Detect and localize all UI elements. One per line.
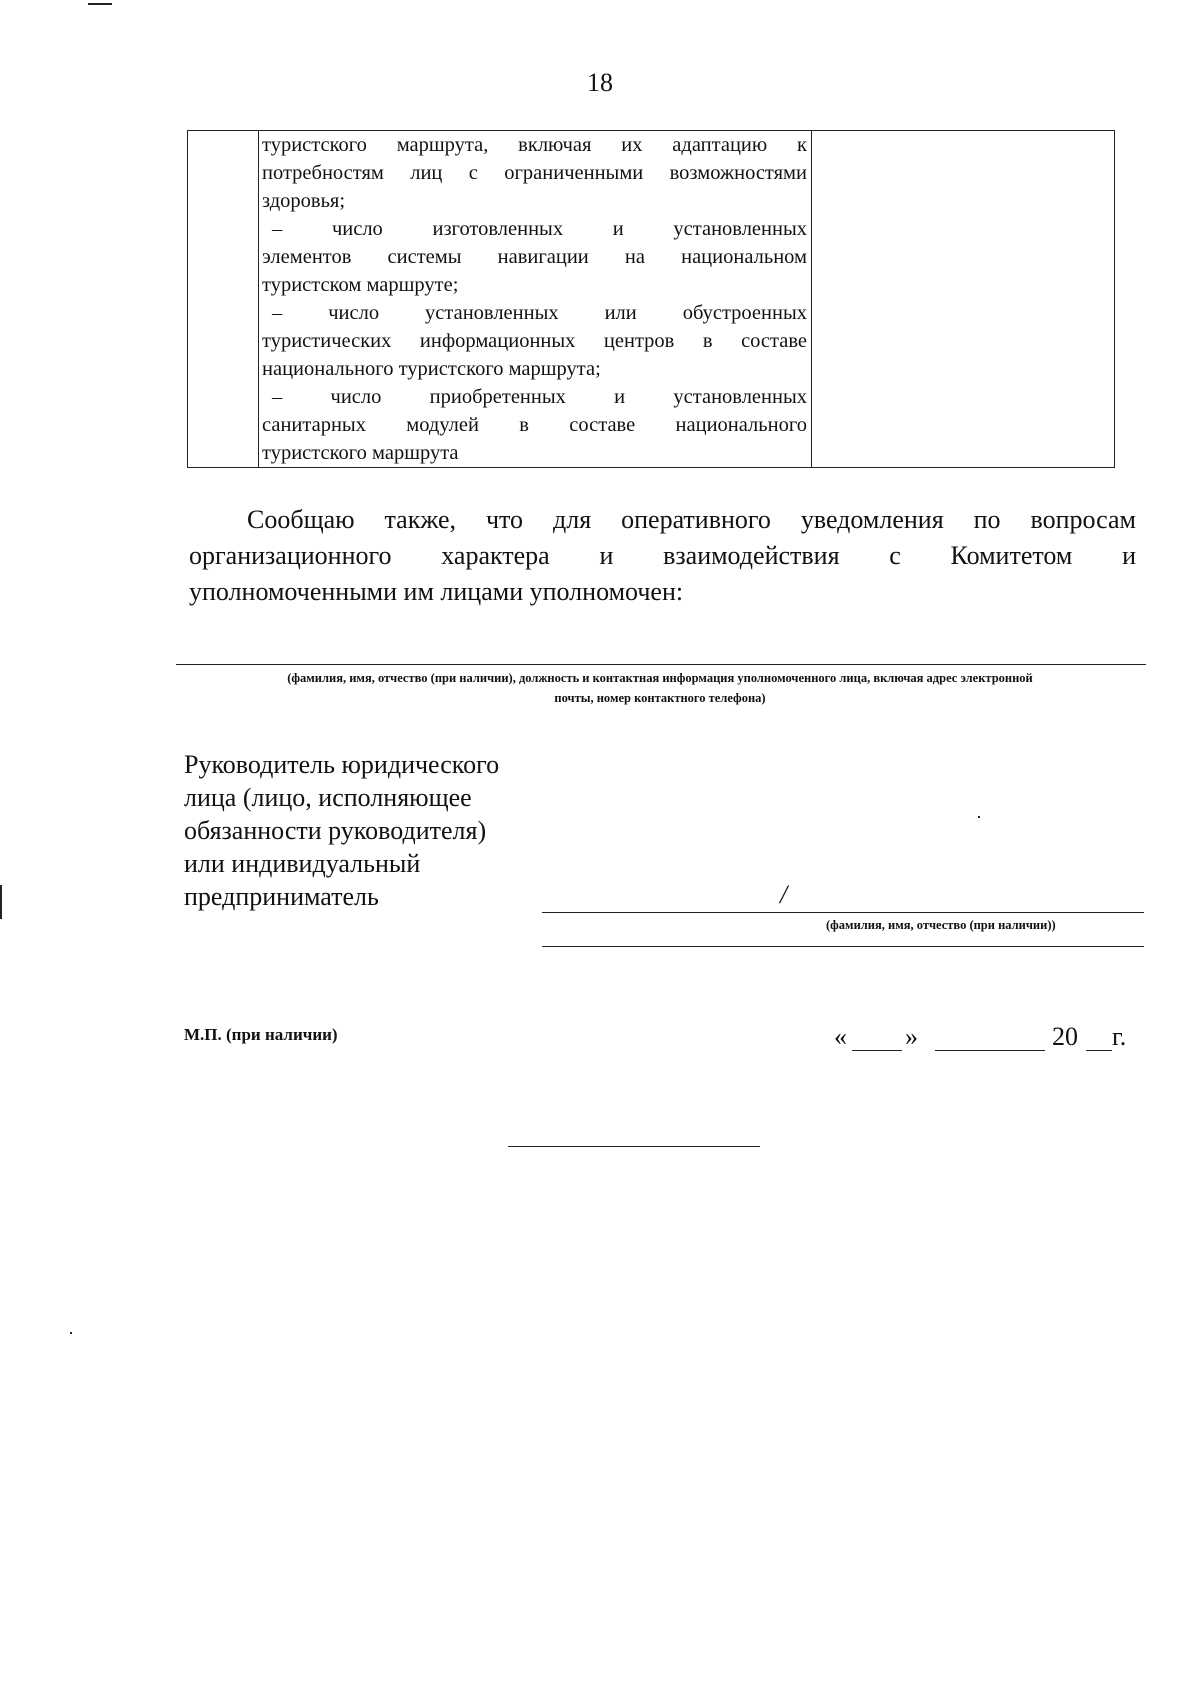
signer-line: предприниматель [184,882,379,911]
date-close-quote: » [905,1022,918,1051]
signer-line: лица (лицо, исполняющее [184,783,472,812]
signer-line: обязанности руководителя) [184,816,487,845]
scan-artifact-dot [70,1332,72,1334]
signer-line: Руководитель юридического [184,750,500,779]
date-year-prefix: 20 [1052,1022,1078,1051]
indicators-table [187,130,1115,468]
signer-line: или индивидуальный [184,849,421,878]
signature-separator: / [780,880,788,909]
scan-artifact-dot [978,816,980,818]
contact-caption-line: (фамилия, имя, отчество (при наличии), должность и контактная информация уполномоченного лица, включая адрес электронной [287,671,1033,685]
name-caption: (фамилия, имя, отчество (при наличии)) [826,918,1056,932]
name-fill-line [542,946,1144,947]
table-line: туристском маршруте; [262,274,459,296]
scan-artifact-top [88,3,112,5]
stamp-label: М.П. (при наличии) [184,1025,338,1044]
closing-rule [508,1146,760,1147]
table-column-divider [811,131,812,467]
table-line: здоровья; [262,190,346,212]
paragraph-line: Сообщаю также, что для оперативного уведомления по вопросам [247,505,1136,534]
table-line: – число приобретенных и установленных [272,386,807,408]
table-line: туристского маршрута, включая их адаптацию к [262,134,807,156]
table-line: элементов системы навигации на национальном [262,246,807,268]
date-month-line [935,1050,1045,1051]
paragraph-line: организационного характера и взаимодействия с Комитетом и [189,541,1136,570]
date-open-quote: « [834,1022,847,1051]
table-line: национального туристского маршрута; [262,358,601,380]
table-line: – число изготовленных и установленных [272,218,807,240]
date-day-line [852,1050,902,1051]
notification-paragraph [189,502,1136,610]
contact-fill-line [176,664,1146,665]
table-cell-indicators [262,131,807,467]
page-number: 18 [587,68,613,97]
table-line: потребностям лиц с ограниченными возможностями [262,162,807,184]
table-column-divider [258,131,259,467]
table-line: – число установленных или обустроенных [272,302,807,324]
table-line: санитарных модулей в составе национального [262,414,807,436]
signer-label [184,748,544,913]
scan-artifact-left [0,885,2,919]
date-year-line [1086,1050,1112,1051]
contact-caption [180,668,1140,708]
paragraph-line: уполномоченными им лицами уполномочен: [189,577,684,606]
contact-caption-line: почты, номер контактного телефона) [554,691,766,705]
date-year-suffix: г. [1112,1022,1127,1051]
table-line: туристических информационных центров в составе [262,330,807,352]
signature-fill-line [542,912,1144,913]
table-line: туристского маршрута [262,442,459,464]
